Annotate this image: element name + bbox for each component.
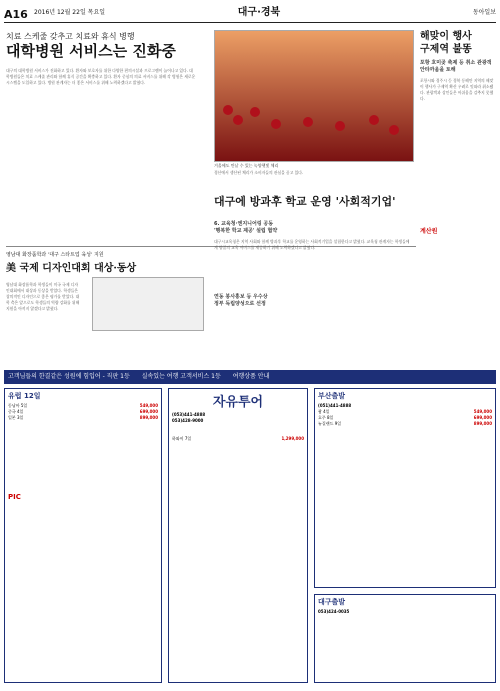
third-body: 대구시교육청은 지역 사회와 함께 방과후 학교를 운영하는 사회적기업을 설립한다고 밝혔다. 교육청 관계자는 학생들에게 양질의 교육 서비스를 제공하기 위해 노력하겠다고 밝혔다.: [214, 239, 410, 250]
publication-date: 2016년 12월 22일 목요일: [34, 9, 106, 16]
sidebar-body: 포항시와 경주시 등 경북 동해안 지역의 해맞이 행사가 구제역 확산 우려로 잇따라 취소됐다. 관광객과 상인들은 아쉬움을 감추지 못했다.: [420, 78, 494, 101]
left-ad: [4, 388, 162, 683]
cherry-shape: [223, 105, 233, 115]
section-title: 대구·경북: [237, 7, 281, 18]
third-headline: 대구에 방과후 학교 운영 '사회적기업': [214, 195, 396, 208]
second-headline: 美 국제 디자인대회 대상·동상: [6, 263, 137, 274]
students-photo: [92, 277, 204, 331]
cherry-shape: [369, 115, 379, 125]
left-ad-title: 유럽 12일: [8, 392, 41, 400]
right-ad: [314, 388, 496, 588]
ad-header-item: 실속있는 여행 고객서비스 1등: [141, 373, 221, 380]
main-story: [6, 32, 196, 228]
photo-body: 경산에서 생산된 체리가 소비자들의 관심을 끌고 있다.: [214, 170, 304, 175]
sidebar-headline-1: 해맞이 행사: [420, 31, 472, 42]
ad-price: 549,000: [473, 409, 492, 414]
ad-price: 899,000: [473, 421, 492, 426]
page-header: [4, 5, 496, 21]
bottom-right-ad-title: 대구출발: [318, 598, 346, 606]
ad-item: 뉴질랜드 9일: [318, 421, 342, 426]
paper-name: 동아일보: [472, 9, 496, 16]
sidebar-headline-2: 구제역 불똥: [420, 44, 472, 55]
right-ad-title: 부산출발: [318, 392, 346, 400]
ad-item: 동남아 5일: [8, 403, 28, 408]
third-sub3: 연동 봉사홍보 등 우수상: [214, 294, 268, 300]
header-rule: [4, 22, 496, 23]
right-ad-phone: (051)441-4888: [318, 403, 352, 408]
main-ad: [168, 388, 308, 683]
cherry-shape: [389, 125, 399, 135]
cherry-photo: [214, 30, 414, 162]
cherry-shape: [233, 115, 243, 125]
ad-item: 호주 8일: [318, 415, 334, 420]
third-story: [214, 193, 412, 308]
sidebar-story: [420, 30, 496, 365]
second-body: 영남대 화장품학과 학생들이 미국 국제 디자인대회에서 대상과 동상을 받았다. 학생들은 창의적인 디자인으로 좋은 평가를 받았다. 대학 측은 앞으로도 학생들의 역량 강화를 위해 지원을 아끼지 않겠다고 밝혔다.: [6, 282, 81, 311]
ad-item: 중국 4일: [8, 409, 24, 414]
main-ad-phone: (053)441-4888: [172, 412, 206, 417]
ad-item: 하와이 7일: [172, 436, 192, 441]
main-ad-phone-2: 053)428-9000: [172, 418, 204, 423]
page-number: A16: [4, 8, 28, 21]
ad-header-item: 고객님들의 한결같은 성원에 힘입어 - 직판 1등: [8, 373, 130, 380]
ad-price: 699,000: [139, 409, 158, 414]
ad-price: 1,299,000: [281, 436, 304, 441]
third-sub1: 6. 교육청·엔지니어링 공동: [214, 221, 274, 227]
ad-header-bar: [4, 370, 496, 384]
bottom-right-ad-phone: 053)424-0035: [318, 609, 350, 614]
second-kicker: 영남대 화장품학과 '대구 스타트업 육성' 지원: [6, 252, 104, 258]
main-ad-title: 자유투어: [212, 395, 264, 410]
main-body: 대구의 대학병원 서비스가 진화하고 있다. 환자와 보호자를 위한 다양한 편의시설과 프로그램이 늘어나고 있다. 대학병원들은 치료 스케줄 관리와 함께 휴식 공간을 확충하고 있다. 환자 중심의 의료 서비스를 위해 각 병원은 새로운 시스템을 도입하고 있다. 병원 관계자는 더 좋은 서비스를 위해 노력하겠다고 밝혔다.: [6, 68, 197, 85]
ad-price: 899,000: [139, 415, 158, 420]
photo-caption: 겨울에도 만날 수 있는 녹양햇빛 체리: [214, 163, 279, 168]
ad-item: 일본 3일: [8, 415, 24, 420]
pic-label: PIC: [8, 493, 21, 501]
ad-price: 549,000: [139, 403, 158, 408]
main-headline: 대학병원 서비스는 진화중: [6, 42, 176, 60]
sidebar-column-label: 계산원: [420, 228, 438, 235]
cherry-shape: [303, 117, 313, 127]
third-sub2: '행복한 학교 제공' 설립 협약: [214, 228, 278, 234]
ad-header-item: 여행상품 안내: [232, 373, 270, 380]
bottom-right-ad: [314, 594, 496, 683]
cherry-shape: [335, 121, 345, 131]
cherry-shape: [271, 119, 281, 129]
ad-item: 괌 4일: [318, 409, 330, 414]
advertisement-area: [4, 370, 496, 686]
main-kicker: 치료 스케줄 갖추고 치료와 휴식 병행: [6, 32, 135, 41]
cherry-shape: [250, 107, 260, 117]
ad-price: 699,000: [473, 415, 492, 420]
sidebar-subtitle: 포항 호미곶 축제 등 취소 관광객 안타까움을 토해: [420, 60, 492, 73]
third-sub4: 정부 독립양성으로 선정: [214, 301, 266, 307]
